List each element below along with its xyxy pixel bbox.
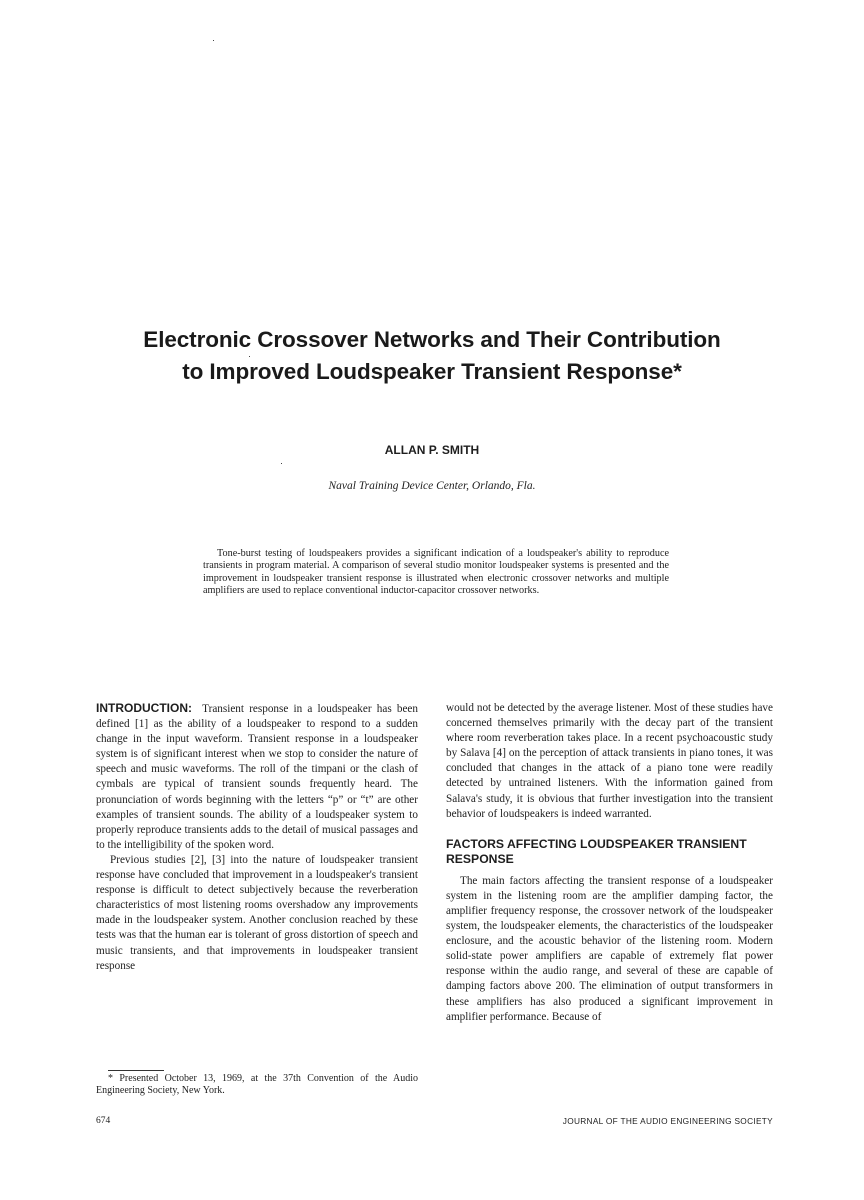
intro-paragraph-2-continued: would not be detected by the average listener. Most of these studies have concerned themselves primarily with the decay part of the transient where room reverberation takes place. In a recent psychoacoustic study by Salava [4] on the perception of attack transients in piano tones, it was concluded that changes in the attack of a piano tone were readily detected by untrained listeners. With the information gained from Salava's study, it is obvious that further investigation into the transient behavior of loudspeakers is indeed warranted. [446, 702, 773, 820]
footnote: * Presented October 13, 1969, at the 37th Convention of the Audio Engineering Society, New York. [96, 1073, 418, 1097]
journal-name: JOURNAL OF THE AUDIO ENGINEERING SOCIETY [562, 1116, 773, 1126]
title-line-2: to Improved Loudspeaker Transient Response* [182, 359, 682, 384]
intro-paragraph-1 [96, 701, 418, 853]
intro-paragraph-2: Previous studies [2], [3] into the nature of loudspeaker transient response have concluded that improvement in a loudspeaker's transient response is difficult to detect subjectively because the reverberation characteristics of most listening rooms overshadow any improvements made in the loudspeaker system. Another conclusion reached by these tests was that the human ear is tolerant of gross distortion of speech and music transients, and that improvements in loudspeaker transient response [96, 853, 418, 972]
section-heading-factors: FACTORS AFFECTING LOUDSPEAKER TRANSIENT RESPONSE [446, 836, 747, 866]
page-number: 674 [96, 1116, 111, 1126]
scan-speck [281, 463, 282, 464]
intro-paragraph-1-text: Transient response in a loudspeaker has been defined [1] as the ability of a loudspeaker to respond to a sudden change in the input waveform. Transient response in a loudspeaker system is of significant interest when we stop to consider the nature of speech and music waveforms. The roll of the timpani or the clash of cymbals are typical of transient sounds frequently heard. The pronunciation of words beginning with the letters “p” or “t” are other examples of transient sounds. The ability of a loudspeaker system to properly reproduce transients adds to the detail of musical passages and to the intelligibility of the spoken word. [96, 703, 418, 851]
intro-heading: INTRODUCTION: [96, 701, 192, 715]
abstract: Tone-burst testing of loudspeakers provides a significant indication of a loudspeaker's ability to reproduce transients in program material. A comparison of several studio monitor loudspeaker systems is presented and the improvement in loudspeaker transient response is illustrated when electronic crossover networks and multiple amplifiers are used to replace conventional inductor-capacitor crossover networks. [203, 548, 669, 596]
scan-speck [213, 40, 214, 41]
paper-title [60, 324, 804, 388]
factors-paragraph-1: The main factors affecting the transient response of a loudspeaker system in the listening room are the amplifier damping factor, the amplifier frequency response, the crossover network of the loudspeaker system, the loudspeaker elements, the characteristics of the loudspeaker enclosure, and the acoustic behavior of the listening room. Modern solid-state power amplifiers are capable of extremely flat power response within the audio range, and several of these are capable of damping factors above 200. The elimination of output transformers in these amplifiers has also produced a significant improvement in amplifier performance. Because of [446, 874, 773, 1023]
left-column [96, 701, 418, 974]
author-affiliation: Naval Training Device Center, Orlando, Fla. [328, 480, 536, 492]
footnote-rule [108, 1070, 164, 1071]
title-line-1: Electronic Crossover Networks and Their Contribution [143, 327, 721, 352]
right-column [446, 701, 773, 1025]
author-name: ALLAN P. SMITH [384, 443, 480, 457]
